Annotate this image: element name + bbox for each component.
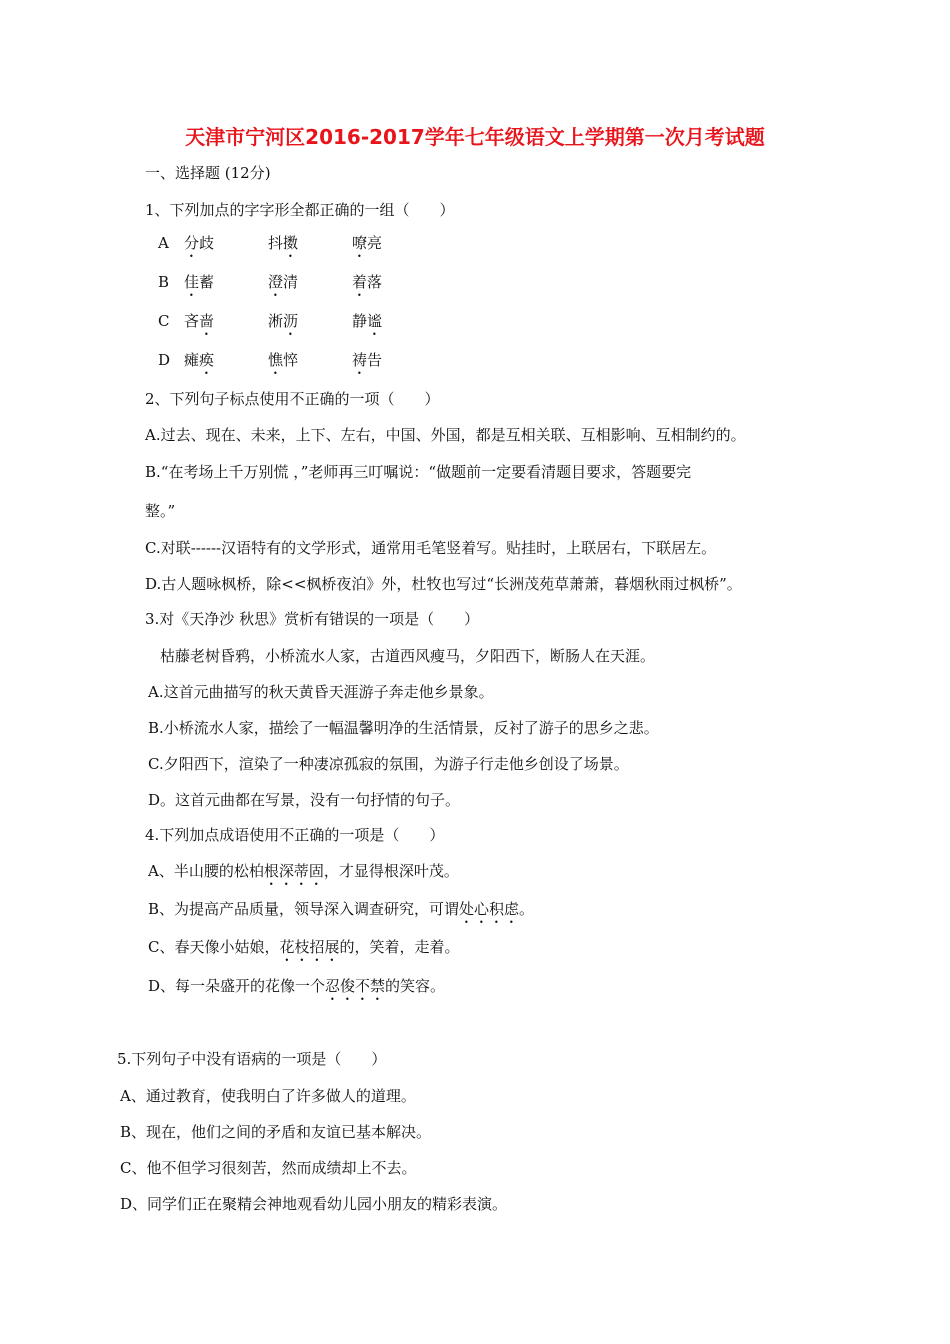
option-word: 佳蓄: [184, 273, 215, 291]
question-2-option-d: D.古人题咏枫桥，除<<枫桥夜泊》外，杜牧也写过“长洲茂苑草萧萧，暮烟秋雨过枫桥”。: [145, 575, 742, 593]
question-2-stem: 2、下列句子标点使用不正确的一项（ ）: [145, 390, 440, 408]
question-2-option-b: B.“在考场上千万别慌 ，”老师再三叮嘱说：“做题前一定要看清题目要求，答题要完: [145, 463, 692, 481]
question-3-poem: 枯藤老树昏鸦，小桥流水人家，古道西风瘦马，夕阳西下，断肠人在天涯。: [160, 647, 656, 665]
option-word: 嘹亮: [352, 234, 383, 252]
emphasized-idiom: 根深蒂固: [263, 862, 324, 880]
option-word: 抖擞: [268, 234, 299, 252]
option-word: 祷告: [352, 351, 383, 369]
option-letter: B: [158, 273, 170, 291]
question-5-option-c: C、他不但学习很刻苦，然而成绩却上不去。: [120, 1159, 417, 1177]
question-4-stem: 4.下列加点成语使用不正确的一项是（ ）: [145, 826, 445, 844]
option-word: 瘫痪: [184, 351, 215, 369]
option-word: 静谧: [352, 312, 383, 330]
question-5-option-b: B、现在，他们之间的矛盾和友谊已基本解决。: [120, 1123, 432, 1141]
question-3-option-d: D。这首元曲都在写景，没有一句抒情的句子。: [148, 791, 461, 809]
question-5-stem: 5.下列句子中没有语病的一项是（ ）: [117, 1050, 387, 1068]
question-1-option-a: [158, 233, 436, 261]
emphasized-idiom: 花枝招展: [279, 938, 340, 956]
question-2-option-b-cont: 整。”: [145, 502, 176, 520]
option-word: 澄清: [268, 273, 299, 291]
option-word: 吝啬: [184, 312, 215, 330]
question-5-option-a: A、通过教育，使我明白了许多做人的道理。: [120, 1087, 416, 1105]
question-3-option-c: C.夕阳西下，渲染了一种凄凉孤寂的氛围，为游子行走他乡创设了场景。: [148, 755, 629, 773]
question-1-stem: 1、下列加点的字字形全都正确的一组（ ）: [145, 201, 455, 219]
emphasized-idiom: 忍俊不禁: [325, 977, 386, 995]
question-1-option-c: [158, 311, 436, 339]
option-word: 分歧: [184, 234, 215, 252]
emphasized-idiom: 处心积虑: [459, 900, 520, 918]
question-1-option-b: [158, 272, 436, 300]
question-5-option-d: D、同学们正在聚精会神地观看幼儿园小朋友的精彩表演。: [120, 1195, 508, 1213]
page-title: 天津市宁河区2016-2017学年七年级语文上学期第一次月考试题: [185, 125, 765, 149]
question-2-option-a: A.过去、现在、未来，上下、左右，中国、外国，都是互相关联、互相影响、互相制约的。: [145, 426, 746, 444]
question-4-option-c: C、春天像小姑娘，花枝招展的，笑着，走着。: [148, 938, 460, 956]
question-4-option-a: A、半山腰的松柏根深蒂固，才显得根深叶茂。: [148, 862, 459, 880]
question-2-option-c: C.对联------汉语特有的文学形式，通常用毛笔竖着写。贴挂时，上联居右，下联居左。: [145, 539, 717, 557]
option-word: 着落: [352, 273, 383, 291]
question-3-stem: 3.对《天净沙 秋思》赏析有错误的一项是（ ）: [145, 610, 480, 628]
section-heading: 一、选择题 (12分): [145, 164, 271, 182]
option-word: 憔悴: [268, 351, 299, 369]
question-4-option-b: B、为提高产品质量，领导深入调查研究，可谓处心积虑。: [148, 900, 535, 918]
question-3-option-b: B.小桥流水人家，描绘了一幅温馨明净的生活情景，反衬了游子的思乡之悲。: [148, 719, 659, 737]
option-letter: A: [158, 234, 169, 252]
question-3-option-a: A.这首元曲描写的秋天黄昏天涯游子奔走他乡景象。: [148, 683, 494, 701]
option-letter: D: [158, 351, 171, 369]
option-letter: C: [158, 312, 170, 330]
question-1-option-d: [158, 350, 436, 378]
question-4-option-d: D、每一朵盛开的花像一个忍俊不禁的笑容。: [148, 977, 446, 995]
option-word: 淅沥: [268, 312, 299, 330]
